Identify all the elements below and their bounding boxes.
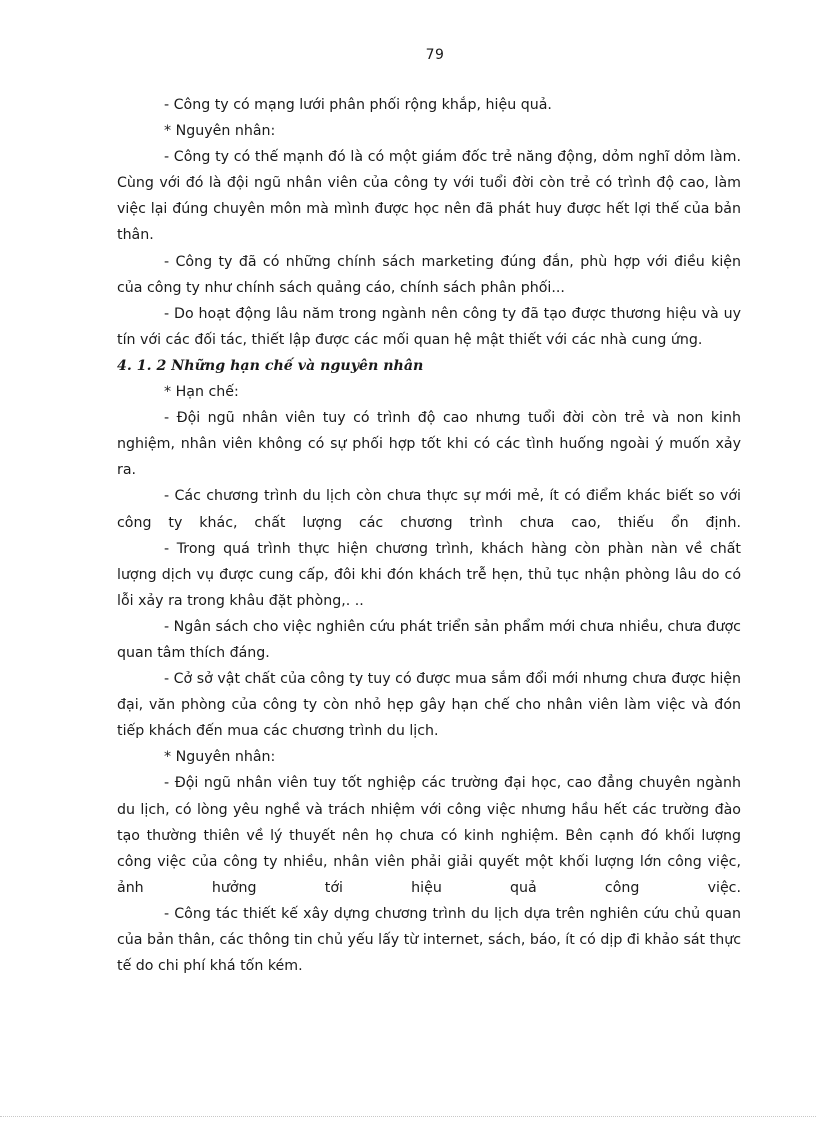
page-number: 79 <box>425 47 445 63</box>
page-bottom-rule <box>0 1116 816 1117</box>
paragraph: - Công ty đã có những chính sách marketing đúng đắn, phù hợp với điều kiện của công ty như chính sách quảng cáo, chính sách phân phối... <box>117 253 741 296</box>
paragraph: - Trong quá trình thực hiện chương trình, khách hàng còn phàn nàn về chất lượng dịch vụ được cung cấp, đôi khi đón khách trễ hẹn, thủ tục nhận phòng lâu do có lỗi xảy ra trong khâu đặt phòng,. .. <box>117 540 741 609</box>
paragraph: * Nguyên nhân: <box>164 749 276 766</box>
paragraph: - Đội ngũ nhân viên tuy tốt nghiệp các trường đại học, cao đẳng chuyên ngành du lịch, có lòng yêu nghề và trách nhiệm với công việc nhưng hầu hết các trường đào tạo thường thiên về lý thuyết nên họ chưa có kinh nghiệm. Bên cạnh đó khối lượng công việc của công ty nhiều, nhân viên phải giải quyết một khối lượng lớn công việc, ảnh hưởng tới hiệu quả công việc. <box>117 775 741 896</box>
paragraph: - Đội ngũ nhân viên tuy có trình độ cao nhưng tuổi đời còn trẻ và non kinh nghiệm, nhân viên không có sự phối hợp tốt khi có các tình huống ngoài ý muốn xảy ra. <box>117 410 741 479</box>
paragraph: - Công ty có mạng lưới phân phối rộng khắp, hiệu quả. <box>164 97 552 113</box>
paragraph: - Ngân sách cho việc nghiên cứu phát triển sản phẩm mới chưa nhiều, chưa được quan tâm thích đáng. <box>117 618 741 661</box>
paragraph: * Nguyên nhân: <box>164 123 276 140</box>
paragraph: * Hạn chế: <box>164 384 239 401</box>
document-body <box>117 92 741 979</box>
section-heading: 4. 1. 2 Những hạn chế và nguyên nhân <box>117 357 424 374</box>
paragraph: - Cở sở vật chất của công ty tuy có được mua sắm đổi mới nhưng chưa được hiện đại, văn phòng của công ty còn nhỏ hẹp gây hạn chế cho nhân viên làm việc và đón tiếp khách đến mua các chương trình du lịch. <box>117 671 741 740</box>
paragraph: - Công tác thiết kế xây dựng chương trình du lịch dựa trên nghiên cứu chủ quan của bản thân, các thông tin chủ yếu lấy từ internet, sách, báo, ít có dịp đi khảo sát thực tế do chi phí khá tốn kém. <box>117 905 741 975</box>
paragraph: - Các chương trình du lịch còn chưa thực sự mới mẻ, ít có điểm khác biết so với công ty khác, chất lượng các chương trình chưa cao, thiếu ổn định. <box>117 488 741 531</box>
paragraph: - Do hoạt động lâu năm trong ngành nên công ty đã tạo được thương hiệu và uy tín với các đối tác, thiết lập được các mối quan hệ mật thiết với các nhà cung ứng. <box>117 305 741 348</box>
paragraph: - Công ty có thế mạnh đó là có một giám đốc trẻ năng động, dỏm nghĩ dỏm làm. Cùng với đó là đội ngũ nhân viên của công ty với tuổi đời còn trẻ có trình độ cao, làm việc lại đúng chuyên môn mà mình được học nên đã phát huy được hết lợi thế của bản thân. <box>117 149 741 244</box>
